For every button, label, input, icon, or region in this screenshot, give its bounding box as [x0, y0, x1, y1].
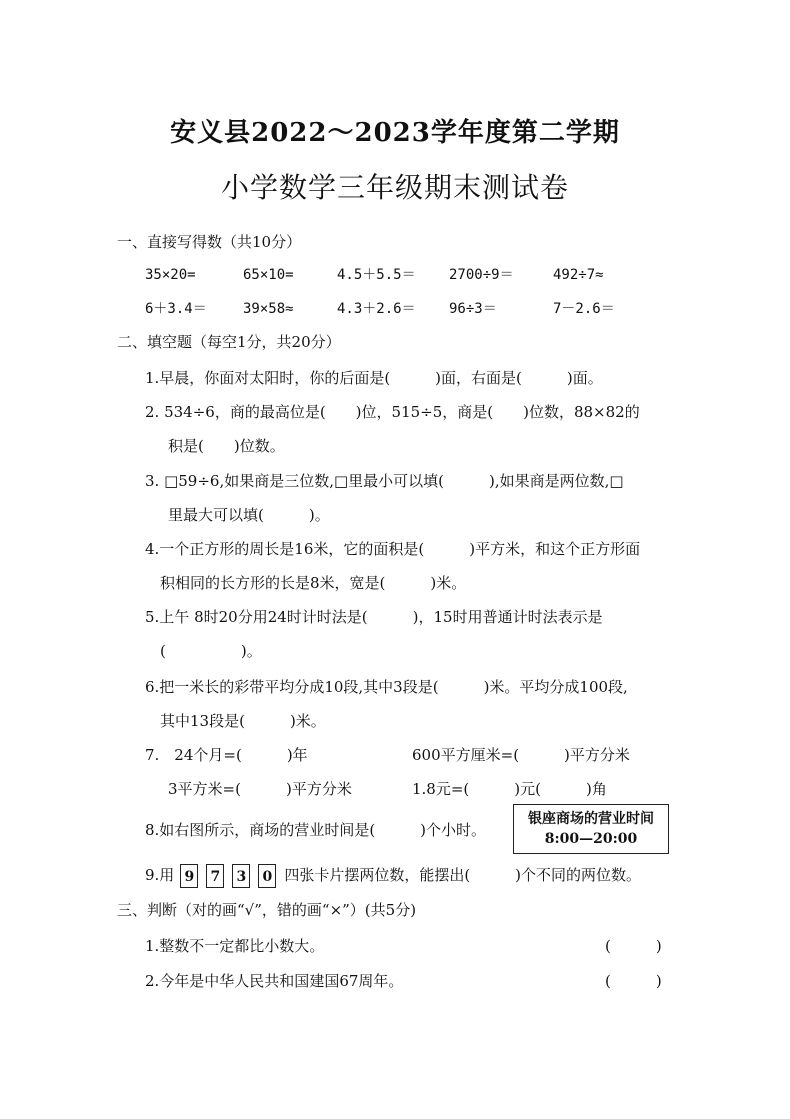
question-4-line1: 4.一个正方形的周长是16米，它的面积是( )平方米，和这个正方形面	[145, 540, 641, 558]
calc-item: 4.3＋2.6＝	[337, 301, 416, 317]
calc-item: 2700÷9＝	[449, 267, 514, 283]
calc-item: 96÷3＝	[449, 301, 497, 317]
question-7-row1-right: 600平方厘米=( )平方分米	[412, 746, 630, 764]
question-5-line1: 5.上午 8时20分用24时计时法是( )，15时用普通计时法表示是	[145, 608, 603, 626]
question-3-line2: 里最大可以填( )。	[168, 506, 330, 524]
question-6-line1: 6.把一米长的彩带平均分成10段,其中3段是( )米。平均分成100段,	[145, 678, 628, 696]
question-6-line2: 其中13段是( )米。	[160, 712, 326, 730]
question-9-suffix: 四张卡片摆两位数，能摆出( )个不同的两位数。	[284, 866, 642, 884]
digit-card: 3	[232, 864, 250, 888]
digit-card: 9	[180, 864, 198, 888]
digit-card: 0	[258, 864, 276, 888]
store-hours-title: 银座商场的营业时间	[528, 811, 654, 827]
question-7-row2-left: 3平方米=( )平方分米	[168, 780, 352, 798]
store-hours-sign	[513, 804, 669, 854]
digit-card: 7	[206, 864, 224, 888]
judge-bracket-2: ( )	[605, 972, 662, 990]
calc-item: 35×20=	[145, 267, 196, 283]
question-7-row1-left: 7. 24个月=( )年	[145, 746, 308, 764]
exam-title-line1: 安义县2022～2023学年度第二学期	[170, 118, 620, 148]
calc-item: 65×10=	[243, 267, 294, 283]
question-3-line1: 3. □59÷6,如果商是三位数,□里最小可以填( ),如果商是两位数,□	[145, 472, 624, 490]
judge-bracket-1: ( )	[605, 937, 662, 955]
calc-item: 492÷7≈	[553, 267, 604, 283]
question-4-line2: 积相同的长方形的长是8米，宽是( )米。	[160, 574, 467, 592]
calc-item: 39×58≈	[243, 301, 294, 317]
question-9-prefix: 9.用	[145, 866, 175, 884]
judge-item-1: 1.整数不一定都比小数大。	[145, 937, 325, 955]
section3-heading: 三、判断（对的画“√”，错的画“×”）(共5分)	[117, 901, 417, 919]
exam-title-line2: 小学数学三年级期末测试卷	[220, 171, 569, 204]
section2-heading: 二、填空题（每空1分，共20分）	[117, 333, 341, 351]
question-9	[145, 862, 641, 888]
judge-item-2: 2.今年是中华人民共和国建国67周年。	[145, 972, 404, 990]
section1-heading: 一、直接写得数（共10分）	[117, 233, 302, 251]
question-1: 1.早晨，你面对太阳时，你的后面是( )面，右面是( )面。	[145, 369, 603, 387]
calc-item: 7－2.6＝	[553, 301, 615, 317]
question-2-line1: 2. 534÷6，商的最高位是( )位，515÷5，商是( )位数，88×82的	[145, 403, 640, 421]
question-2-line2: 积是( )位数。	[168, 437, 285, 455]
calc-item: 4.5＋5.5＝	[337, 267, 416, 283]
question-5-line2: ( )。	[160, 642, 262, 660]
question-7-row2-right: 1.8元=( )元( )角	[412, 780, 607, 798]
store-hours-time: 8:00—20:00	[544, 831, 638, 847]
calc-item: 6＋3.4＝	[145, 301, 207, 317]
question-8: 8.如右图所示，商场的营业时间是( )个小时。	[145, 821, 487, 839]
